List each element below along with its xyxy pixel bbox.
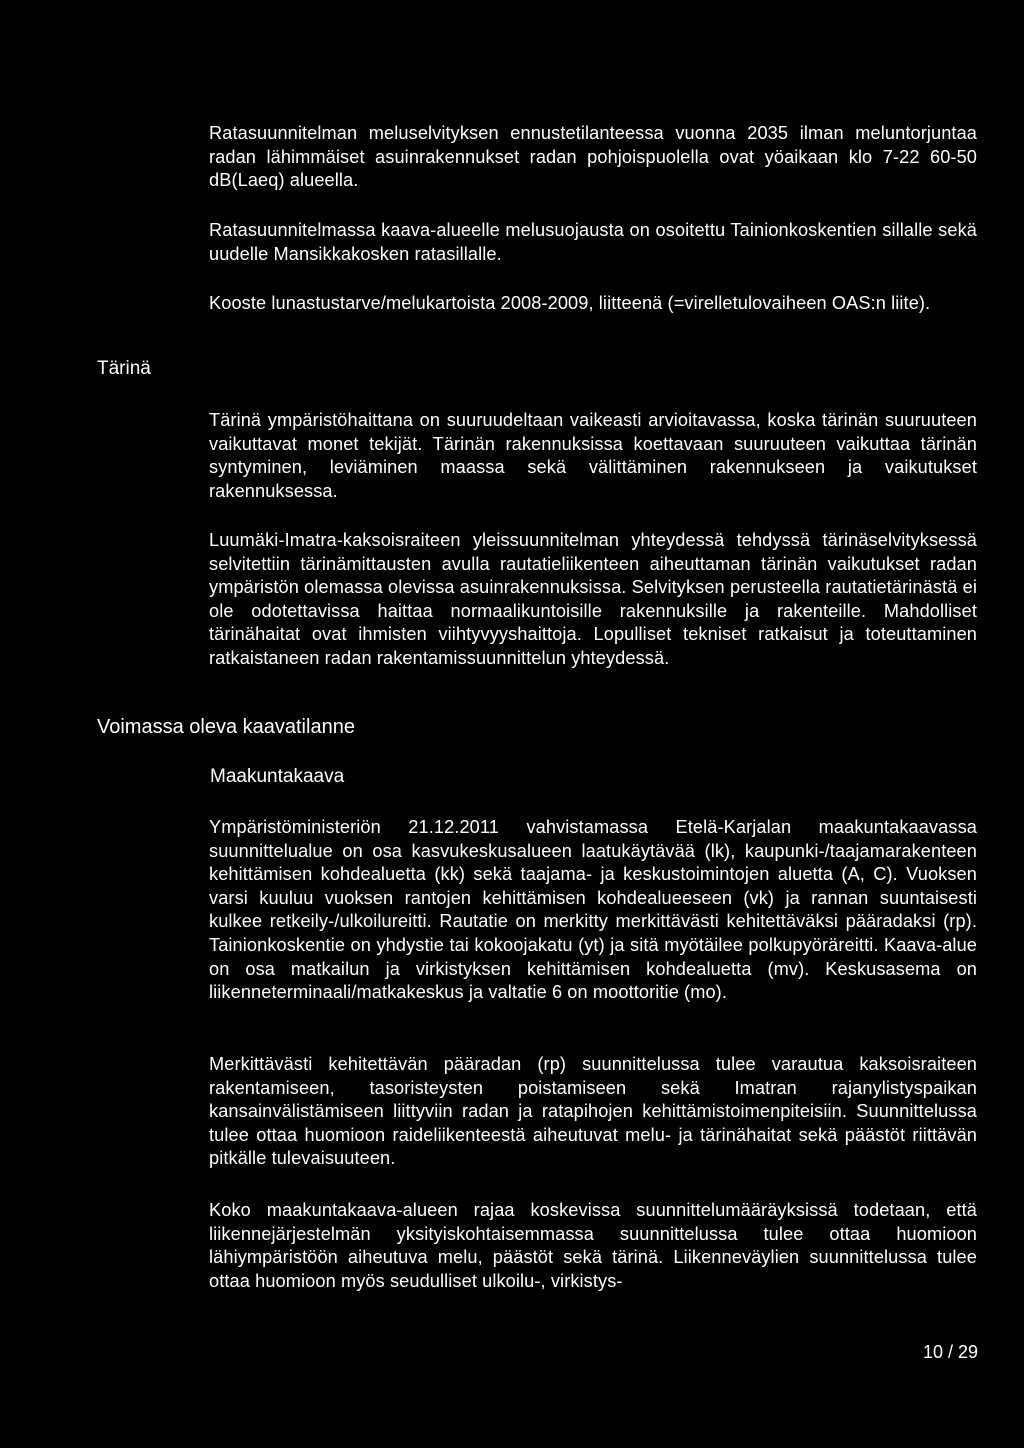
paragraph-regional-plan: Ympäristöministeriön 21.12.2011 vahvistamassa Etelä-Karjalan maakuntakaavassa suunnittelualue on osa kasvukeskusalueen laatukäytävää (lk), kaupunki-/taajamarakenteen kehittämisen kohdealuetta (kk) sekä taajama- ja keskustoimintojen aluetta (A, C). Vuoksen varsi kuuluu vuoksen rantojen kehittämisen kohdealueeseen (vk) ja rannan suuntaisesti kulkee retkeily-/ulkoilureitti. Rautatie on merkitty merkittävästi kehitettäväksi pääradaksi (rp). Tainionkoskentie on yhdystie tai kokoojakatu (yt) ja sitä myötäilee polkupyöräreitti. Kaava-alue on osa matkailun ja virkistyksen kehittämisen kohdealuetta (mv). Keskusasema on liikenneterminaali/matkakeskus ja valtatie 6 on moottoritie (mo).	[209, 817, 977, 1003]
heading-current-plan-status: Voimassa oleva kaavatilanne	[97, 716, 355, 738]
paragraph-noise-forecast: Ratasuunnitelman meluselvityksen ennustetilanteessa vuonna 2035 ilman meluntorjuntaa radan lähimmäiset asuinrakennukset radan pohjoispuolella ovat yöaikaan klo 7-22 60-50 dB(Laeq) alueella.	[209, 123, 977, 191]
heading-regional-plan: Maakuntakaava	[210, 766, 345, 787]
paragraph-noise-protection: Ratasuunnitelmassa kaava-alueelle melusuojausta on osoitettu Tainionkoskentien sillalle sekä uudelle Mansikkakosken ratasillalle.	[209, 220, 977, 264]
paragraph-main-railway: Merkittävästi kehitettävän pääradan (rp) suunnittelussa tulee varautua kaksoisraiteen rakentamiseen, tasoristeysten poistamiseen sekä Imatran rajanylistyspaikan kansainvälistämiseen liittyviin radan ja ratapihojen kehittämistoimenpiteisiin. Suunnittelussa tulee ottaa huomioon raideliikenteestä aiheutuvat melu- ja tärinähaitat sekä päästöt riittävän pitkälle tulevaisuuteen.	[209, 1054, 977, 1169]
paragraph-vibration-study: Luumäki-Imatra-kaksoisraiteen yleissuunnitelman yhteydessä tehdyssä tärinäselvityksessä selvitettiin tärinämittausten avulla rautatieliikenteen aiheuttaman tärinän vaikutukset radan ympäristön olemassa olevissa asuinrakennuksissa. Selvityksen perusteella rautatietärinästä ei ole odotettavissa haittaa normaalikuntoisille rakennuksille ja rakenteille. Mahdolliset tärinähaitat ovat ihmisten viihtyvyyshaittoja. Lopulliset tekniset ratkaisut ja toteuttaminen ratkaistaneen radan rakentamissuunnittelun yhteydessä.	[209, 530, 977, 668]
paragraph-planning-regulations: Koko maakuntakaava-alueen rajaa koskevissa suunnittelumääräyksissä todetaan, että liikennejärjestelmän yksityiskohtaisemmassa suunnittelussa tulee ottaa huomioon lähiympäristöön aiheutuva melu, päästöt sekä tärinä. Liikenneväylien suunnittelussa tulee ottaa huomioon myös seudulliset ulkoilu-, virkistys-	[209, 1200, 977, 1291]
paragraph-vibration-intro: Tärinä ympäristöhaittana on suuruudeltaan vaikeasti arvioitavassa, koska tärinän suuruuteen vaikuttavat monet tekijät. Tärinän rakennuksissa koettavaan suuruuteen vaikuttaa tärinän syntyminen, leviäminen maassa sekä välittäminen rakennukseen ja vaikutukset rakennuksessa.	[209, 410, 977, 501]
page-number: 10 / 29	[922, 1342, 978, 1362]
paragraph-noise-summary: Kooste lunastustarve/melukartoista 2008-2009, liitteenä (=virelletulovaiheen OAS:n liite).	[209, 293, 931, 313]
heading-vibration: Tärinä	[97, 358, 151, 379]
